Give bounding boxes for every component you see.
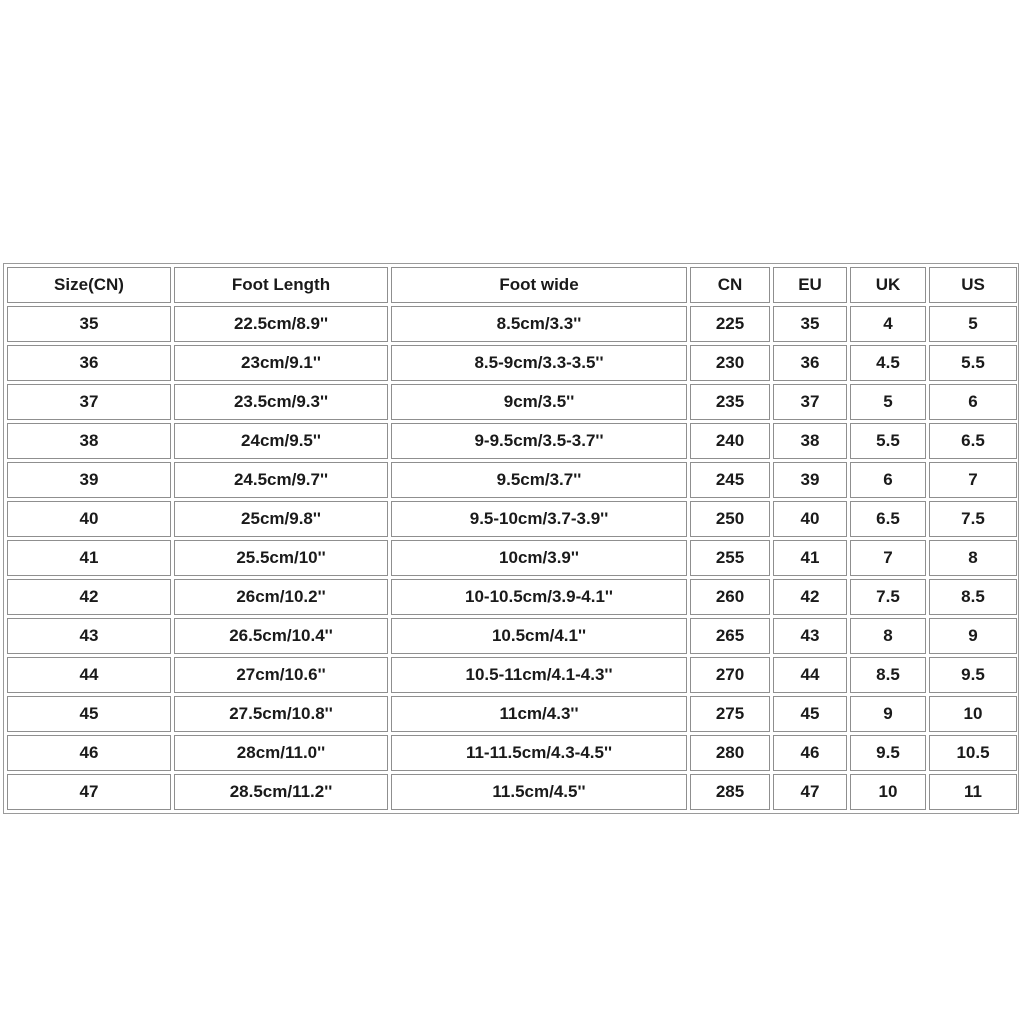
cell-cn: 285 bbox=[690, 774, 770, 810]
cell-eu: 47 bbox=[773, 774, 847, 810]
table-row bbox=[7, 657, 1017, 693]
cell-foot-length: 27.5cm/10.8'' bbox=[174, 696, 388, 732]
cell-us: 6 bbox=[929, 384, 1017, 420]
cell-cn: 245 bbox=[690, 462, 770, 498]
cell-us: 5.5 bbox=[929, 345, 1017, 381]
cell-uk: 4.5 bbox=[850, 345, 926, 381]
cell-foot-wide: 9.5-10cm/3.7-3.9'' bbox=[391, 501, 687, 537]
cell-size-cn: 43 bbox=[7, 618, 171, 654]
cell-size-cn: 47 bbox=[7, 774, 171, 810]
cell-us: 10.5 bbox=[929, 735, 1017, 771]
cell-size-cn: 44 bbox=[7, 657, 171, 693]
cell-eu: 38 bbox=[773, 423, 847, 459]
cell-cn: 260 bbox=[690, 579, 770, 615]
table-row bbox=[7, 735, 1017, 771]
cell-foot-wide: 9.5cm/3.7'' bbox=[391, 462, 687, 498]
cell-foot-length: 23cm/9.1'' bbox=[174, 345, 388, 381]
cell-uk: 6 bbox=[850, 462, 926, 498]
cell-eu: 35 bbox=[773, 306, 847, 342]
cell-foot-wide: 8.5-9cm/3.3-3.5'' bbox=[391, 345, 687, 381]
cell-eu: 41 bbox=[773, 540, 847, 576]
cell-size-cn: 38 bbox=[7, 423, 171, 459]
cell-foot-length: 26.5cm/10.4'' bbox=[174, 618, 388, 654]
cell-uk: 4 bbox=[850, 306, 926, 342]
cell-eu: 42 bbox=[773, 579, 847, 615]
cell-cn: 265 bbox=[690, 618, 770, 654]
cell-eu: 43 bbox=[773, 618, 847, 654]
cell-foot-length: 27cm/10.6'' bbox=[174, 657, 388, 693]
cell-size-cn: 36 bbox=[7, 345, 171, 381]
header-uk: UK bbox=[850, 267, 926, 303]
cell-eu: 39 bbox=[773, 462, 847, 498]
header-foot-length: Foot Length bbox=[174, 267, 388, 303]
cell-us: 9 bbox=[929, 618, 1017, 654]
cell-foot-length: 25.5cm/10'' bbox=[174, 540, 388, 576]
table-row bbox=[7, 384, 1017, 420]
cell-cn: 270 bbox=[690, 657, 770, 693]
table-row bbox=[7, 579, 1017, 615]
cell-cn: 250 bbox=[690, 501, 770, 537]
table-row bbox=[7, 696, 1017, 732]
cell-eu: 45 bbox=[773, 696, 847, 732]
cell-size-cn: 45 bbox=[7, 696, 171, 732]
cell-uk: 6.5 bbox=[850, 501, 926, 537]
cell-us: 5 bbox=[929, 306, 1017, 342]
table-row bbox=[7, 345, 1017, 381]
table-row bbox=[7, 501, 1017, 537]
cell-uk: 5 bbox=[850, 384, 926, 420]
cell-foot-length: 24cm/9.5'' bbox=[174, 423, 388, 459]
cell-foot-wide: 8.5cm/3.3'' bbox=[391, 306, 687, 342]
cell-uk: 5.5 bbox=[850, 423, 926, 459]
header-us: US bbox=[929, 267, 1017, 303]
cell-foot-wide: 10.5-11cm/4.1-4.3'' bbox=[391, 657, 687, 693]
cell-cn: 275 bbox=[690, 696, 770, 732]
cell-us: 10 bbox=[929, 696, 1017, 732]
cell-cn: 230 bbox=[690, 345, 770, 381]
cell-foot-length: 24.5cm/9.7'' bbox=[174, 462, 388, 498]
table-row bbox=[7, 540, 1017, 576]
cell-foot-wide: 10.5cm/4.1'' bbox=[391, 618, 687, 654]
header-eu: EU bbox=[773, 267, 847, 303]
cell-foot-length: 23.5cm/9.3'' bbox=[174, 384, 388, 420]
cell-foot-wide: 9-9.5cm/3.5-3.7'' bbox=[391, 423, 687, 459]
cell-foot-wide: 11-11.5cm/4.3-4.5'' bbox=[391, 735, 687, 771]
cell-eu: 46 bbox=[773, 735, 847, 771]
cell-uk: 7 bbox=[850, 540, 926, 576]
cell-foot-length: 26cm/10.2'' bbox=[174, 579, 388, 615]
cell-size-cn: 41 bbox=[7, 540, 171, 576]
cell-foot-length: 28cm/11.0'' bbox=[174, 735, 388, 771]
cell-size-cn: 40 bbox=[7, 501, 171, 537]
cell-uk: 9.5 bbox=[850, 735, 926, 771]
cell-foot-wide: 10cm/3.9'' bbox=[391, 540, 687, 576]
cell-foot-length: 22.5cm/8.9'' bbox=[174, 306, 388, 342]
cell-cn: 240 bbox=[690, 423, 770, 459]
cell-size-cn: 46 bbox=[7, 735, 171, 771]
cell-eu: 44 bbox=[773, 657, 847, 693]
cell-foot-length: 28.5cm/11.2'' bbox=[174, 774, 388, 810]
header-cn: CN bbox=[690, 267, 770, 303]
cell-foot-wide: 11.5cm/4.5'' bbox=[391, 774, 687, 810]
table-row bbox=[7, 618, 1017, 654]
cell-uk: 7.5 bbox=[850, 579, 926, 615]
cell-eu: 40 bbox=[773, 501, 847, 537]
table-body bbox=[7, 306, 1017, 810]
cell-us: 7.5 bbox=[929, 501, 1017, 537]
cell-us: 8 bbox=[929, 540, 1017, 576]
cell-size-cn: 42 bbox=[7, 579, 171, 615]
cell-cn: 235 bbox=[690, 384, 770, 420]
cell-foot-wide: 9cm/3.5'' bbox=[391, 384, 687, 420]
cell-uk: 8.5 bbox=[850, 657, 926, 693]
table-row bbox=[7, 774, 1017, 810]
cell-foot-wide: 11cm/4.3'' bbox=[391, 696, 687, 732]
size-chart bbox=[3, 263, 1019, 814]
header-size-cn: Size(CN) bbox=[7, 267, 171, 303]
cell-size-cn: 35 bbox=[7, 306, 171, 342]
cell-eu: 36 bbox=[773, 345, 847, 381]
cell-us: 9.5 bbox=[929, 657, 1017, 693]
cell-size-cn: 39 bbox=[7, 462, 171, 498]
header-row bbox=[7, 267, 1017, 303]
cell-size-cn: 37 bbox=[7, 384, 171, 420]
table-row bbox=[7, 306, 1017, 342]
cell-us: 11 bbox=[929, 774, 1017, 810]
cell-uk: 9 bbox=[850, 696, 926, 732]
cell-us: 8.5 bbox=[929, 579, 1017, 615]
cell-foot-length: 25cm/9.8'' bbox=[174, 501, 388, 537]
cell-uk: 10 bbox=[850, 774, 926, 810]
cell-us: 7 bbox=[929, 462, 1017, 498]
cell-cn: 255 bbox=[690, 540, 770, 576]
size-chart-table bbox=[4, 264, 1020, 813]
cell-eu: 37 bbox=[773, 384, 847, 420]
cell-us: 6.5 bbox=[929, 423, 1017, 459]
cell-uk: 8 bbox=[850, 618, 926, 654]
table-row bbox=[7, 462, 1017, 498]
header-foot-wide: Foot wide bbox=[391, 267, 687, 303]
cell-foot-wide: 10-10.5cm/3.9-4.1'' bbox=[391, 579, 687, 615]
cell-cn: 280 bbox=[690, 735, 770, 771]
cell-cn: 225 bbox=[690, 306, 770, 342]
table-row bbox=[7, 423, 1017, 459]
